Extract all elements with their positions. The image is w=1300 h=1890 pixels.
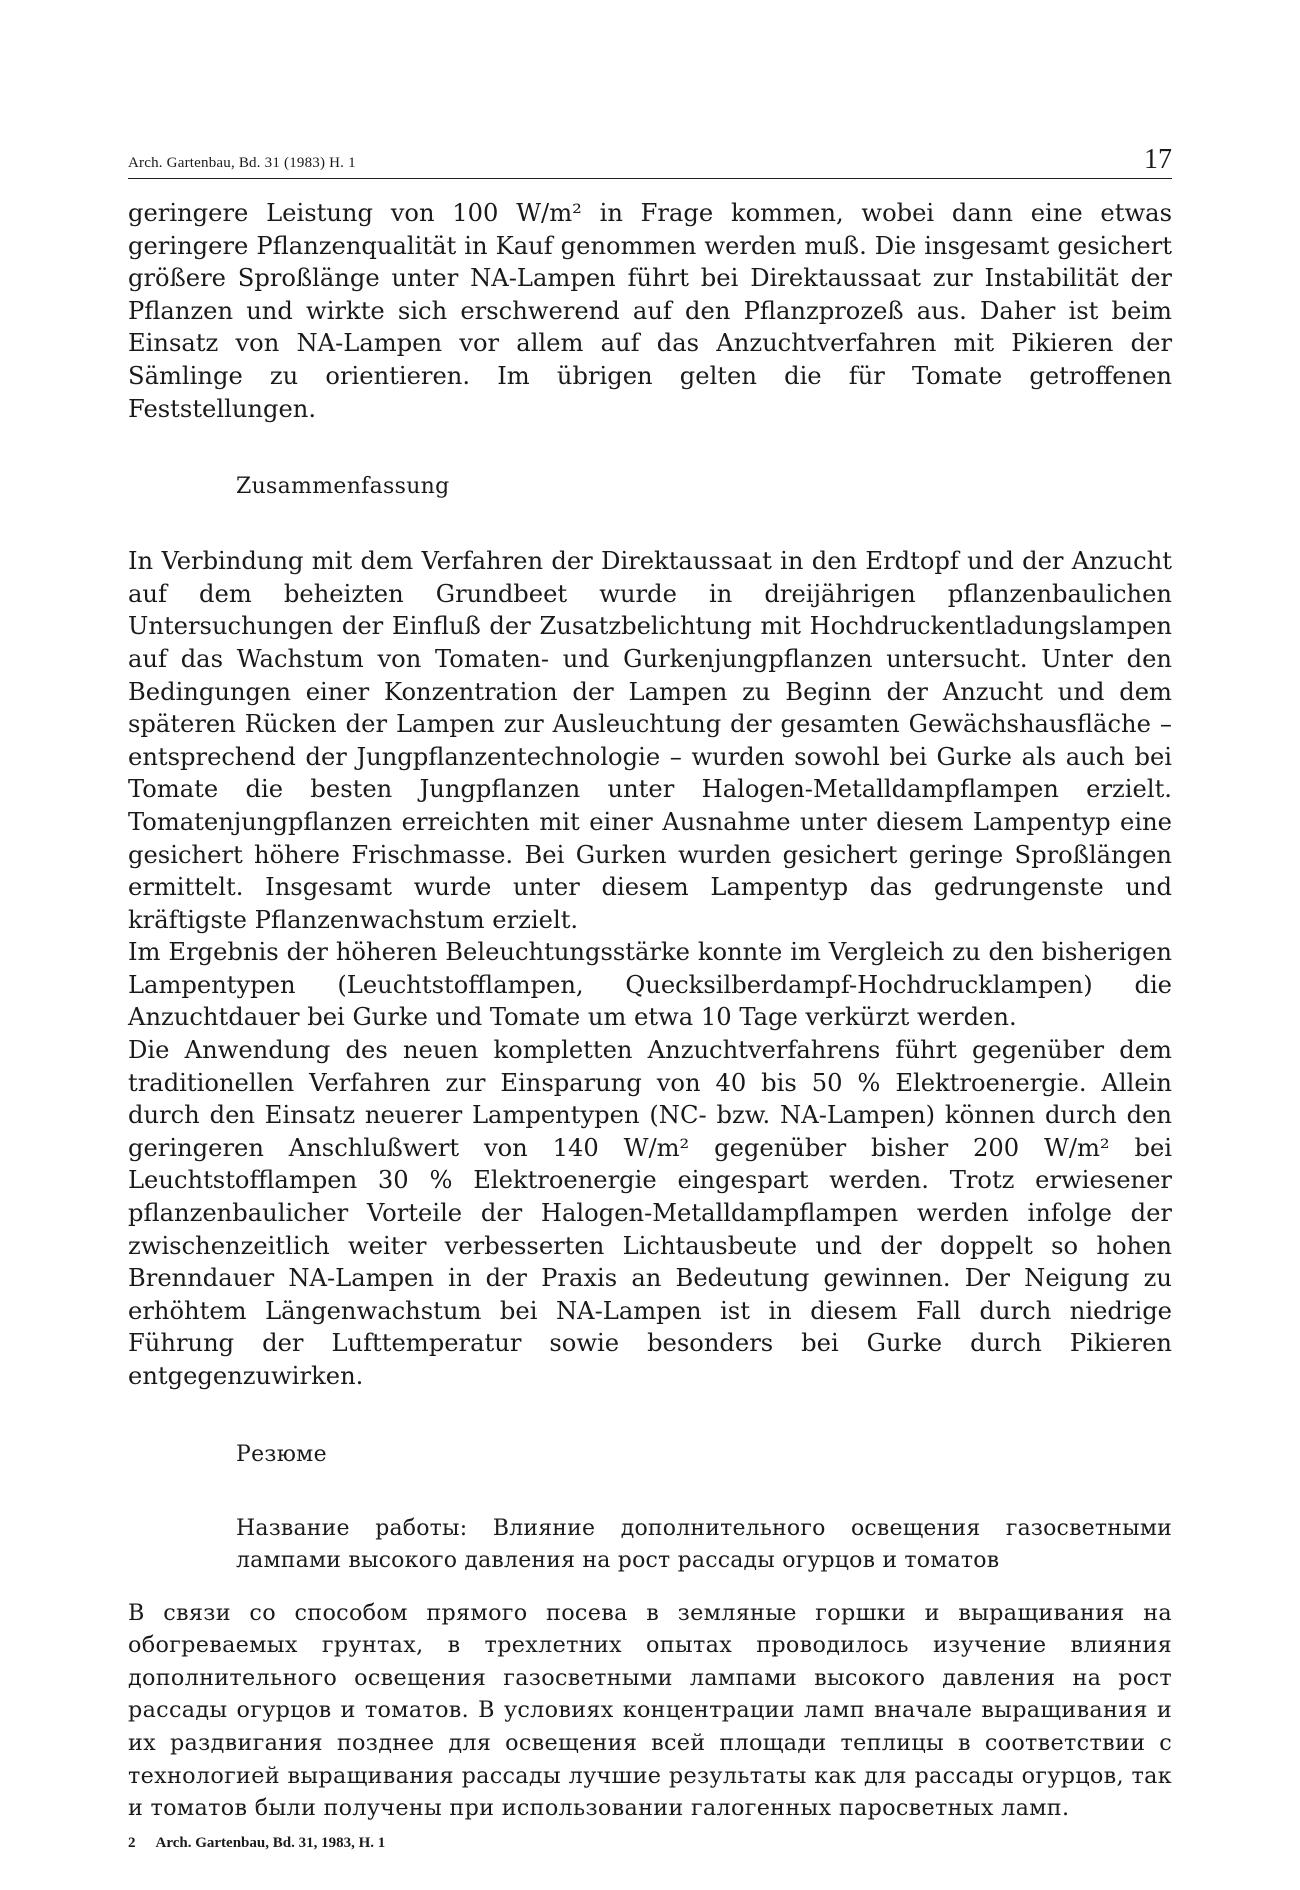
summary-paragraph: In Verbindung mit dem Verfahren der Direktaussaat in den Erdtopf und der Anzucht auf dem beheizten Grundbeet wurde in dreijährigen pflanzenbaulichen Untersuchungen der Einfluß der Zusatzbelichtung mit Hochdruckentladungslampen auf das Wachstum von Tomaten- und Gurkenjungpflanzen untersucht. Unter den Bedingungen einer Konzentration der Lampen zu Beginn der Anzucht und dem späteren Rücken der Lampen zur Ausleuchtung der gesamten Gewächshausfläche – entsprechend der Jungpflanzentechnologie – wurden sowohl bei Gurke als auch bei Tomate die besten Jungpflanzen unter Halogen-Metalldampflampen erzielt. Tomatenjungpflanzen erreichten mit einer Ausnahme unter diesem Lampentyp eine gesichert höhere Frischmasse. Bei Gurken wurden gesichert geringe Sproßlängen ermittelt. Insgesamt wurde unter diesem Lampentyp das gedrungenste und kräftigste Pflanzenwachstum erzielt. — [128, 547, 1172, 934]
summary-paragraph: Im Ergebnis der höheren Beleuchtungsstärke konnte im Vergleich zu den bisherigen Lampentypen (Leuchtstofflampen, Quecksilberdampf-Hochdrucklampen) die Anzuchtdauer bei Gurke und Tomate um etwa 10 Tage verkürzt werden. — [128, 938, 1172, 1032]
resume-body — [128, 1597, 1172, 1825]
page-number: 17 — [1144, 144, 1172, 175]
intro-paragraph: geringere Leistung von 100 W/m² in Frage kommen, wobei dann eine etwas geringere Pflanzenqualität in Kauf genommen werden muß. Die insgesamt gesichert größere Sproßlänge unter NA-Lampen führt bei Direktaussaat zur Instabilität der Pflanzen und wirkte sich erschwerend auf den Pflanzprozeß aus. Daher ist beim Einsatz von NA-Lampen vor allem auf das Anzuchtverfahren mit Pikieren der Sämlinge zu orientieren. Im übrigen gelten die für Tomate getroffenen Feststellungen. — [128, 199, 1172, 423]
footer-citation: Arch. Gartenbau, Bd. 31, 1983, H. 1 — [155, 1834, 386, 1851]
running-header — [128, 144, 1172, 179]
document-page — [128, 144, 1172, 1852]
resume-title: Название работы: Влияние дополнительного освещения газосветными лампами высокого давления на рост рассады огурцов и томатов — [236, 1515, 1172, 1573]
summary-section — [128, 471, 1172, 1392]
resume-paragraph: В связи со способом прямого посева в земляные горшки и выращивания на обогреваемых грунтах, в трехлетних опытах проводилось изучение влияния дополнительного освещения газосветными лампами высокого давления на рост рассады огурцов и томатов. В условиях концентрации ламп вначале выращивания и их раздвигания позднее для освещения всей площади теплицы в соответствии с технологией выращивания рассады лучшие результаты как для рассады огурцов, так и томатов были получены при использовании галогенных паросветных ламп. — [128, 1599, 1172, 1822]
resume-section — [128, 1439, 1172, 1825]
summary-heading: Zusammenfassung — [236, 474, 450, 500]
summary-paragraph: Die Anwendung des neuen kompletten Anzuchtverfahrens führt gegenüber dem traditionellen Verfahren zur Einsparung von 40 bis 50 % Elektroenergie. Allein durch den Einsatz neuerer Lampentypen (NC- bzw. NA-Lampen) können durch den geringeren Anschlußwert von 140 W/m² gegenüber bisher 200 W/m² bei Leuchtstofflampen 30 % Elektroenergie eingespart werden. Trotz erwiesener pflanzenbaulicher Vorteile der Halogen-Metalldampflampen werden infolge der zwischenzeitlich weiter verbesserten Lichtausbeute und der doppelt so hohen Brenndauer NA-Lampen in der Praxis an Bedeutung gewinnen. Der Neigung zu erhöhtem Längenwachstum bei NA-Lampen ist in diesem Fall durch niedrige Führung der Lufttemperatur sowie besonders bei Gurke durch Pikieren entgegenzuwirken. — [128, 1036, 1172, 1390]
page-footer — [128, 1835, 1172, 1852]
resume-heading: Резюме — [236, 1441, 327, 1467]
journal-citation: Arch. Gartenbau, Bd. 31 (1983) H. 1 — [128, 155, 356, 171]
footer-number: 2 — [128, 1834, 136, 1851]
